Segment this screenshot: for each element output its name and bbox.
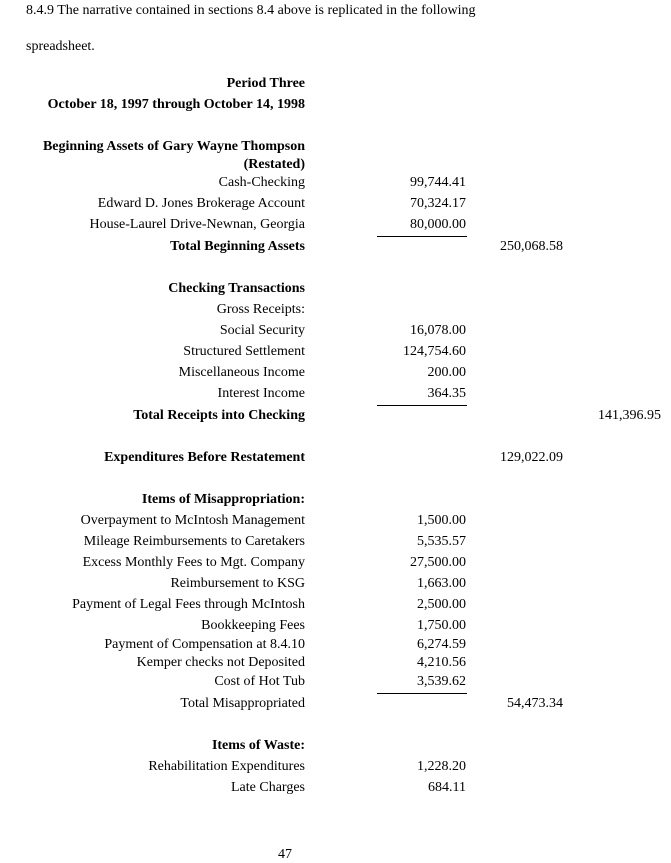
table-row	[0, 323, 671, 339]
table-row	[0, 344, 671, 360]
item-amount: 1,663.00	[417, 576, 466, 591]
item-label: Miscellaneous Income	[178, 365, 305, 380]
intro-line-2: spreadsheet.	[26, 39, 95, 54]
item-amount: 27,500.00	[410, 555, 466, 570]
item-label: Reimbursement to KSG	[170, 576, 305, 591]
table-row	[0, 780, 671, 796]
total-amount: 141,396.95	[598, 408, 661, 423]
intro-line-1: 8.4.9 The narrative contained in sections 8.4 above is replicated in the following	[26, 3, 476, 18]
table-row	[0, 365, 671, 381]
item-label: Social Security	[219, 323, 305, 338]
item-amount: 684.11	[428, 780, 466, 795]
total-row	[0, 408, 671, 424]
checking-heading: Checking Transactions	[168, 281, 305, 296]
misappropriation-heading-row	[0, 492, 671, 508]
item-label: Cash-Checking	[218, 175, 305, 190]
item-label: Bookkeeping Fees	[201, 618, 305, 633]
item-amount: 99,744.41	[410, 175, 466, 190]
subtotal-underline	[377, 236, 467, 237]
item-amount: 16,078.00	[410, 323, 466, 338]
item-amount: 200.00	[427, 365, 466, 380]
beginning-assets-heading: Beginning Assets of Gary Wayne Thompson	[42, 139, 305, 154]
waste-heading: Items of Waste:	[211, 738, 305, 753]
table-row	[0, 759, 671, 775]
item-label: Excess Monthly Fees to Mgt. Company	[82, 555, 305, 570]
table-row	[0, 655, 671, 671]
total-row	[0, 696, 671, 712]
total-amount: 250,068.58	[500, 239, 563, 254]
table-row	[0, 618, 671, 634]
expenditures-row	[0, 450, 671, 466]
total-row	[0, 239, 671, 255]
table-row	[0, 534, 671, 550]
item-amount: 364.35	[427, 386, 466, 401]
subtotal-underline	[377, 693, 467, 694]
table-row	[0, 513, 671, 529]
beginning-assets-restated: (Restated)	[243, 157, 305, 172]
item-label: Overpayment to McIntosh Management	[80, 513, 305, 528]
table-row	[0, 555, 671, 571]
gross-receipts-label: Gross Receipts:	[216, 302, 305, 317]
table-row	[0, 637, 671, 653]
beginning-assets-heading-row	[0, 139, 671, 155]
item-label: Payment of Legal Fees through McIntosh	[72, 597, 305, 612]
period-title: Period Three	[226, 76, 305, 91]
table-row	[0, 217, 671, 233]
misappropriation-heading: Items of Misappropriation:	[141, 492, 305, 507]
item-amount: 1,228.20	[417, 759, 466, 774]
item-label: Edward D. Jones Brokerage Account	[97, 196, 305, 211]
item-amount: 124,754.60	[403, 344, 466, 359]
expenditures-label: Expenditures Before Restatement	[104, 450, 305, 465]
item-label: Cost of Hot Tub	[214, 674, 305, 689]
table-row	[0, 674, 671, 690]
table-row	[0, 576, 671, 592]
table-row	[0, 386, 671, 402]
item-label: Interest Income	[217, 386, 305, 401]
total-label: Total Beginning Assets	[170, 239, 305, 254]
item-amount: 1,500.00	[417, 513, 466, 528]
page-number: 47	[278, 847, 292, 862]
item-amount: 70,324.17	[410, 196, 466, 211]
waste-heading-row	[0, 738, 671, 754]
item-label: Kemper checks not Deposited	[136, 655, 305, 670]
item-amount: 6,274.59	[417, 637, 466, 652]
table-row	[0, 597, 671, 613]
item-label: Mileage Reimbursements to Caretakers	[83, 534, 305, 549]
item-label: Late Charges	[231, 780, 305, 795]
item-label: Rehabilitation Expenditures	[148, 759, 305, 774]
item-amount: 4,210.56	[417, 655, 466, 670]
item-amount: 2,500.00	[417, 597, 466, 612]
period-dates: October 18, 1997 through October 14, 1998	[47, 97, 305, 112]
total-label: Total Receipts into Checking	[133, 408, 305, 423]
item-amount: 3,539.62	[417, 674, 466, 689]
table-row	[0, 196, 671, 212]
item-amount: 5,535.57	[417, 534, 466, 549]
item-amount: 1,750.00	[417, 618, 466, 633]
gross-receipts-row	[0, 302, 671, 318]
table-row	[0, 175, 671, 191]
total-label: Total Misappropriated	[180, 696, 305, 711]
item-amount: 80,000.00	[410, 217, 466, 232]
subtotal-underline	[377, 405, 467, 406]
expenditures-amount: 129,022.09	[500, 450, 563, 465]
item-label: House-Laurel Drive-Newnan, Georgia	[89, 217, 305, 232]
total-amount: 54,473.34	[507, 696, 563, 711]
dates-row	[0, 97, 671, 113]
checking-heading-row	[0, 281, 671, 297]
item-label: Payment of Compensation at 8.4.10	[104, 637, 305, 652]
period-row	[0, 76, 671, 92]
beginning-assets-heading-row-2	[0, 157, 671, 173]
item-label: Structured Settlement	[183, 344, 305, 359]
